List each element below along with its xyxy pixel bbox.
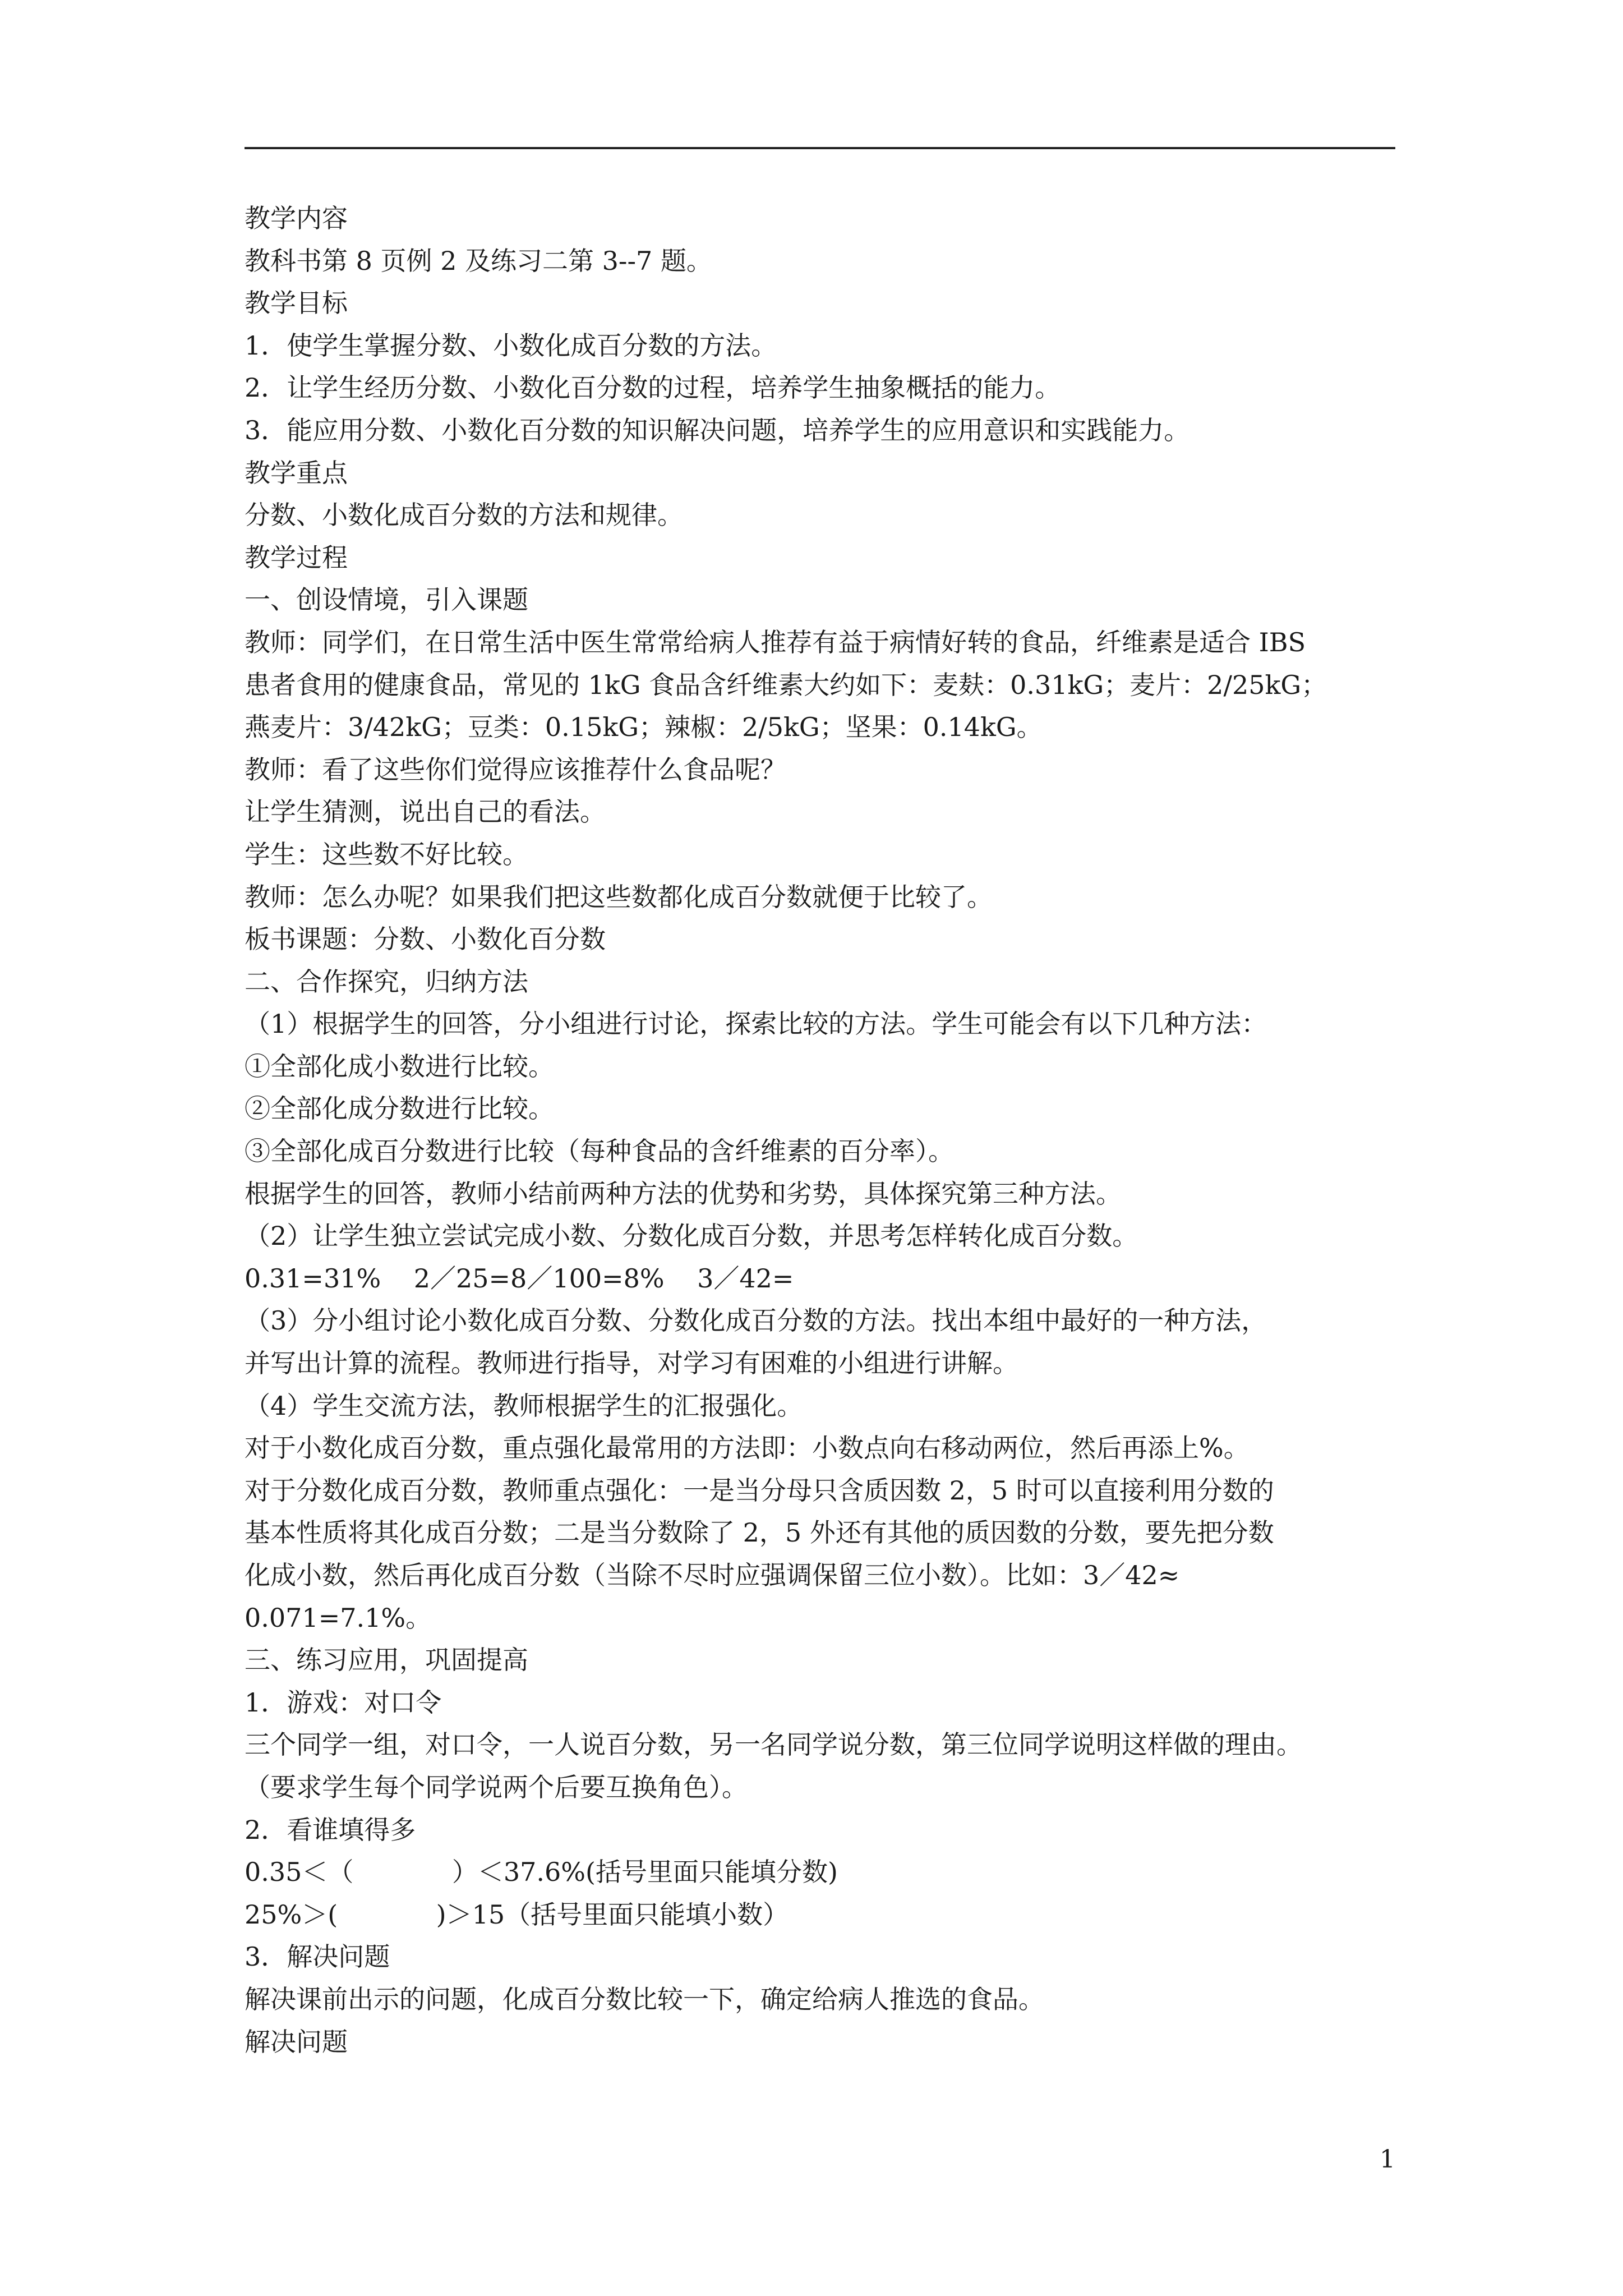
math-line: 25%＞( )＞15（括号里面只能填小数） — [245, 1899, 789, 1930]
subsection-heading: 三、练习应用，巩固提高 — [245, 1645, 528, 1676]
text-line: 根据学生的回答，教师小结前两种方法的优势和劣势，具体探究第三种方法。 — [245, 1178, 1122, 1209]
text-line: 1．使学生掌握分数、小数化成百分数的方法。 — [245, 330, 777, 361]
text-line: 教师：同学们，在日常生活中医生常常给病人推荐有益于病情好转的食品，纤维素是适合 IBS — [245, 627, 1306, 657]
text-line: （4）学生交流方法，教师根据学生的汇报强化。 — [245, 1390, 803, 1421]
math-line: 0.35＜（ ）＜37.6%(括号里面只能填分数) — [245, 1857, 838, 1888]
text-line: 2．看谁填得多 — [245, 1814, 416, 1845]
section-heading-objectives: 教学目标 — [245, 288, 348, 319]
text-line: 燕麦片：3/42kG；豆类：0.15kG；辣椒：2/5kG；坚果：0.14kG。 — [245, 712, 1043, 743]
text-line: 教师：看了这些你们觉得应该推荐什么食品呢？ — [245, 754, 786, 785]
text-line: 1．游戏：对口令 — [245, 1687, 442, 1718]
text-line: 解决课前出示的问题，化成百分数比较一下，确定给病人推选的食品。 — [245, 1984, 1044, 2014]
document-body — [245, 197, 1395, 2063]
text-line: 2．让学生经历分数、小数化百分数的过程，培养学生抽象概括的能力。 — [245, 372, 1061, 403]
text-line: 教科书第 8 页例 2 及练习二第 3--7 题。 — [245, 245, 712, 276]
text-line: 学生：这些数不好比较。 — [245, 839, 528, 869]
text-line: 并写出计算的流程。教师进行指导，对学习有困难的小组进行讲解。 — [245, 1348, 1018, 1379]
text-line: 分数、小数化成百分数的方法和规律。 — [245, 500, 683, 531]
math-line: 0.31=31% 2／25=8／100=8% 3／42= — [245, 1263, 794, 1294]
text-line: 解决问题 — [245, 2026, 348, 2057]
text-line: 患者食用的健康食品，常见的 1kG 食品含纤维素大约如下：麦麸：0.31kG；麦片：2/25kG； — [245, 669, 1327, 700]
text-line: 化成小数，然后再化成百分数（当除不尽时应强调保留三位小数）。比如：3／42≈ — [245, 1560, 1180, 1590]
section-heading-process: 教学过程 — [245, 542, 348, 573]
text-line: 3．解决问题 — [245, 1941, 390, 1972]
text-line: 对于分数化成百分数，教师重点强化：一是当分母只含质因数 2，5 时可以直接利用分数的 — [245, 1475, 1274, 1506]
text-line: 让学生猜测，说出自己的看法。 — [245, 797, 606, 827]
list-item: ②全部化成分数进行比较。 — [245, 1093, 554, 1124]
subsection-heading: 二、合作探究，归纳方法 — [245, 966, 528, 997]
section-heading-key-points: 教学重点 — [245, 457, 348, 488]
text-line: 对于小数化成百分数，重点强化最常用的方法即：小数点向右移动两位，然后再添上%。 — [245, 1433, 1249, 1464]
list-item: ③全部化成百分数进行比较（每种食品的含纤维素的百分率）。 — [245, 1136, 954, 1167]
text-line: （要求学生每个同学说两个后要互换角色）。 — [245, 1772, 748, 1802]
text-line: 三个同学一组，对口令，一人说百分数，另一名同学说分数，第三位同学说明这样做的理由。 — [245, 1729, 1302, 1760]
math-line: 0.071=7.1%。 — [245, 1602, 432, 1633]
text-line: 3．能应用分数、小数化百分数的知识解决问题，培养学生的应用意识和实践能力。 — [245, 415, 1190, 445]
text-line: （2）让学生独立尝试完成小数、分数化成百分数，并思考怎样转化成百分数。 — [245, 1221, 1138, 1251]
subsection-heading: 一、创设情境，引入课题 — [245, 585, 528, 615]
section-heading-content: 教学内容 — [245, 203, 348, 233]
text-line: 板书课题：分数、小数化百分数 — [245, 924, 606, 955]
text-line: 基本性质将其化成百分数；二是当分数除了 2，5 外还有其他的质因数的分数，要先把分数 — [245, 1517, 1274, 1548]
text-line: （1）根据学生的回答，分小组进行讨论，探索比较的方法。学生可能会有以下几种方法： — [245, 1009, 1267, 1039]
header-rule — [245, 147, 1395, 149]
text-line: 教师：怎么办呢？如果我们把这些数都化成百分数就便于比较了。 — [245, 881, 993, 912]
text-line: （3）分小组讨论小数化成百分数、分数化成百分数的方法。找出本组中最好的一种方法， — [245, 1305, 1267, 1336]
list-item: ①全部化成小数进行比较。 — [245, 1051, 554, 1082]
page-number: 1 — [1380, 2145, 1395, 2174]
